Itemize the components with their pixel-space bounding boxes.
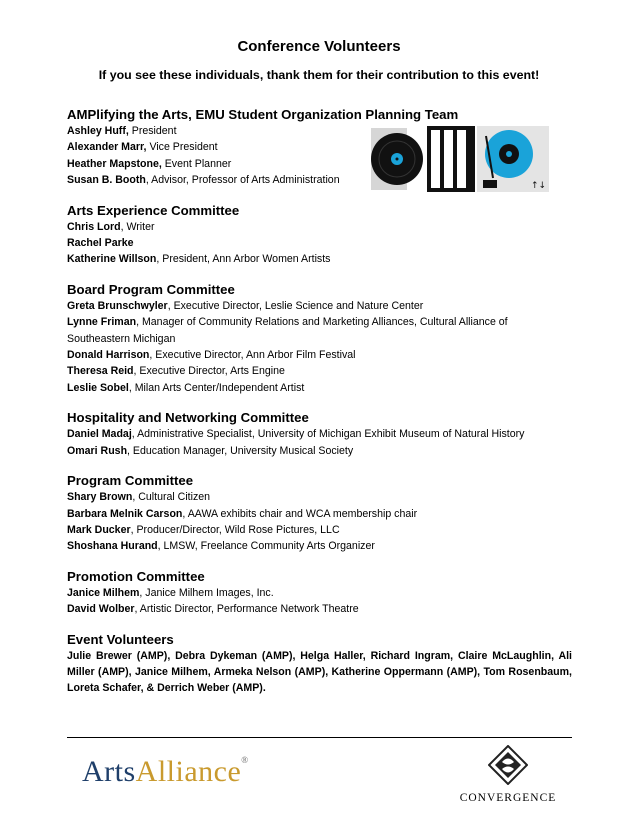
- volunteer-role: , Writer: [120, 220, 155, 233]
- logo-arts-text: Arts: [82, 755, 136, 788]
- volunteer-entry: [67, 298, 572, 314]
- volunteer-role: , Manager of Community Relations and Marketing Alliances, Cultural Alliance of Southeastern Michigan: [67, 316, 508, 345]
- convergence-logo: [458, 745, 558, 804]
- volunteer-role: President: [128, 125, 177, 137]
- volunteer-name: Daniel Madaj: [67, 428, 132, 441]
- section-heading: Hospitality and Networking Committee: [67, 410, 309, 426]
- volunteer-role: , Advisor, Professor of Arts Administration: [145, 174, 340, 187]
- volunteer-role: , Janice Milhem Images, Inc.: [139, 586, 274, 599]
- svg-text:↑↓: ↑↓: [531, 181, 547, 191]
- committee-section: [67, 202, 572, 268]
- volunteer-role: , LMSW, Freelance Community Arts Organizer: [157, 540, 375, 553]
- volunteer-name: Shoshana Hurand: [67, 540, 158, 553]
- volunteer-role: , Executive Director, Ann Arbor Film Festival: [149, 349, 356, 362]
- volunteer-entry: [67, 506, 572, 522]
- volunteer-entry: [67, 314, 572, 347]
- committee-section: [67, 568, 572, 618]
- volunteer-name: Alexander Marr,: [67, 141, 147, 154]
- volunteer-entry: [67, 363, 572, 379]
- volunteer-name: Barbara Melnik Carson: [67, 507, 183, 520]
- volunteer-role: , Education Manager, University Musical Society: [127, 444, 354, 457]
- page-subtitle: If you see these individuals, thank them for their contribution to this event!: [98, 68, 540, 82]
- registered-mark: ®: [241, 755, 249, 765]
- volunteer-role: Vice President: [146, 141, 218, 154]
- volunteer-role: , Executive Director, Leslie Science and Nature Center: [167, 299, 424, 312]
- volunteer-entry: [67, 538, 572, 554]
- volunteer-name: Omari Rush: [67, 444, 128, 457]
- volunteer-entry: [67, 235, 572, 251]
- volunteer-entry: [67, 522, 572, 538]
- section-heading: Promotion Committee: [67, 568, 205, 584]
- section-heading: Board Program Committee: [67, 281, 235, 297]
- section-spacer: [67, 268, 572, 281]
- volunteer-name: Leslie Sobel: [67, 381, 129, 394]
- volunteer-name: Mark Ducker: [67, 523, 131, 536]
- volunteer-role: , Milan Arts Center/Independent Artist: [128, 381, 305, 394]
- volunteer-role: , President, Ann Arbor Women Artists: [156, 253, 331, 266]
- volunteer-entry: [67, 443, 572, 459]
- volunteer-entry: [67, 139, 572, 155]
- volunteer-name: Janice Milhem: [67, 586, 140, 599]
- volunteer-role: , Administrative Specialist, University of Michigan Exhibit Museum of Natural History: [131, 428, 525, 441]
- volunteer-name: Ashley Huff,: [67, 125, 129, 137]
- page-title: Conference Volunteers: [237, 38, 401, 55]
- volunteer-name: Theresa Reid: [67, 365, 134, 378]
- volunteer-role: , AAWA exhibits chair and WCA membership chair: [182, 507, 418, 520]
- volunteer-name: Lynne Friman: [67, 316, 137, 329]
- volunteer-name: Shary Brown: [67, 491, 133, 504]
- committee-section: [67, 472, 572, 555]
- volunteer-entry: [67, 219, 572, 235]
- section-spacer: [67, 555, 572, 568]
- volunteer-role: , Cultural Citizen: [132, 491, 211, 504]
- volunteer-entry: [67, 585, 572, 601]
- volunteer-name: David Wolber: [67, 603, 135, 616]
- volunteer-name: Greta Brunschwyler: [67, 299, 168, 312]
- committee-section: [67, 281, 572, 396]
- volunteer-list: [67, 106, 572, 697]
- volunteer-name: Chris Lord: [67, 220, 121, 233]
- volunteer-entry: [67, 251, 572, 267]
- section-heading: Arts Experience Committee: [67, 202, 240, 218]
- volunteer-role: , Producer/Director, Wild Rose Pictures, LLC: [130, 523, 340, 536]
- arts-alliance-logo: [82, 755, 249, 789]
- volunteer-name: Donald Harrison: [67, 349, 150, 362]
- volunteer-role: , Executive Director, Arts Engine: [133, 365, 285, 378]
- convergence-diamond-icon: [488, 745, 528, 785]
- volunteer-entry: [67, 426, 572, 442]
- section-heading: AMPlifying the Arts, EMU Student Organization Planning Team: [67, 107, 459, 122]
- volunteer-role: , Artistic Director, Performance Network Theatre: [134, 603, 359, 616]
- section-spacer: [67, 396, 572, 409]
- volunteer-entry: [67, 347, 572, 363]
- volunteer-entry: [67, 601, 572, 617]
- logo-alliance-text: Alliance: [135, 755, 242, 788]
- volunteer-entry: [67, 380, 572, 396]
- section-heading: Event Volunteers: [67, 631, 174, 647]
- volunteer-entry: [67, 123, 572, 139]
- volunteer-name: Rachel Parke: [67, 237, 134, 250]
- committee-section: [67, 106, 572, 189]
- volunteer-entry: [67, 156, 572, 172]
- section-spacer: [67, 459, 572, 472]
- convergence-text: CONVERGENCE: [459, 792, 557, 804]
- section-spacer: [67, 618, 572, 631]
- section-heading: Program Committee: [67, 473, 194, 489]
- footer-divider: [67, 737, 572, 738]
- event-volunteers-list: Julie Brewer (AMP), Debra Dykeman (AMP), Helga Haller, Richard Ingram, Claire McLaughlin, Ali Miller (AMP), Janice Milhem, Armeka Nelson (AMP), Katherine Oppermann (AMP), Tom Rosenbaum, Loreta Schafer, & Derrich Weber (AMP).: [67, 649, 572, 695]
- committee-section: [67, 409, 572, 459]
- volunteer-entry: [67, 489, 572, 505]
- volunteer-entry: [67, 172, 572, 188]
- volunteer-name: Heather Mapstone,: [67, 157, 162, 170]
- section-spacer: [67, 189, 572, 202]
- volunteer-name: Susan B. Booth: [67, 174, 146, 187]
- event-volunteers-section: [67, 631, 572, 697]
- volunteer-role: Event Planner: [161, 157, 232, 170]
- volunteer-name: Katherine Willson: [67, 253, 157, 266]
